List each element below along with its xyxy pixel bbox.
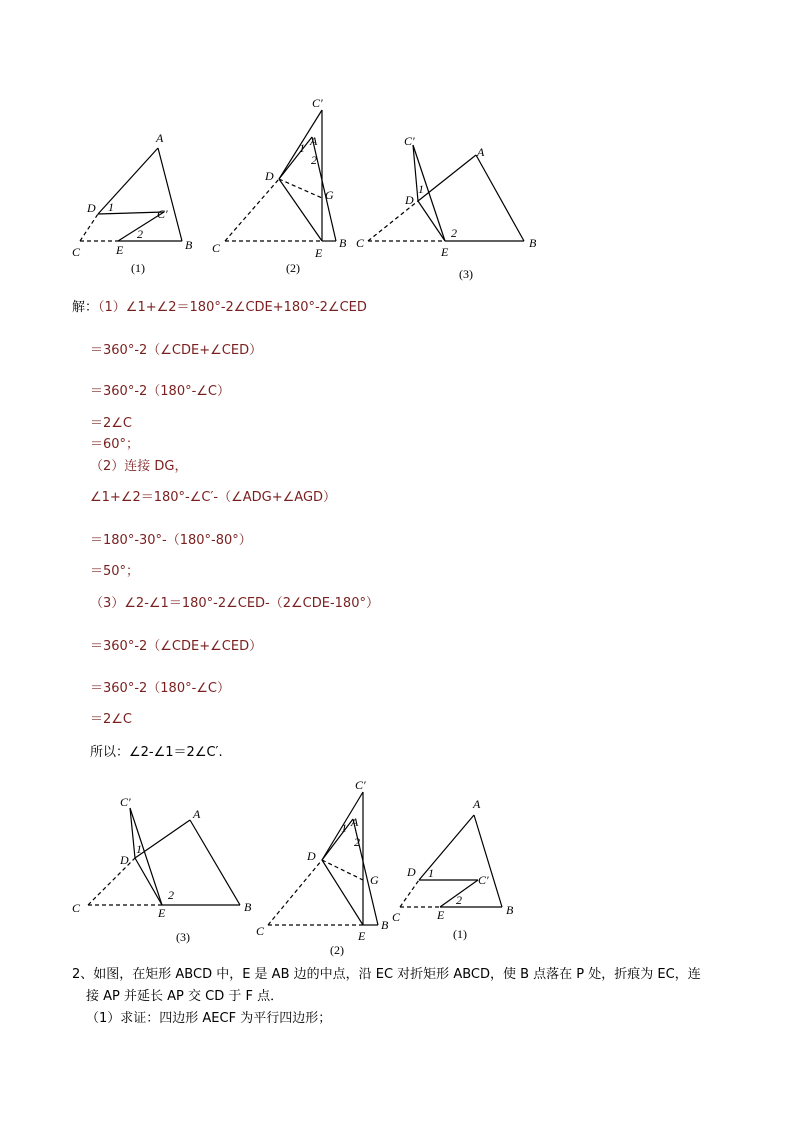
label-C: C xyxy=(212,241,221,255)
solution-conclusion: 所以：∠2-∠1＝2∠C′. xyxy=(90,745,223,760)
solution-line-11: ＝360°-2（∠CDE+∠CED） xyxy=(90,639,263,654)
label-D: D xyxy=(265,169,274,183)
solution-line-2: ＝360°-2（∠CDE+∠CED） xyxy=(90,343,263,358)
label-B: B xyxy=(339,236,347,250)
solution-line-3: ＝360°-2（180°-∠C） xyxy=(90,384,231,399)
label-D: D xyxy=(120,853,129,867)
solution-line-8: ＝180°-30°-（180°-80°） xyxy=(90,533,252,548)
solution-line-12: ＝360°-2（180°-∠C） xyxy=(90,681,231,696)
label-A: A xyxy=(473,797,481,811)
label-A: A xyxy=(193,807,201,821)
label-C-prime: C′ xyxy=(157,207,168,221)
solution-line-7: ∠1+∠2＝180°-∠C′-（∠ADG+∠AGD） xyxy=(90,490,337,505)
angle-1-label: 1 xyxy=(418,182,424,196)
label-E: E xyxy=(358,929,366,943)
label-G: G xyxy=(325,188,334,202)
label-A: A xyxy=(351,815,359,829)
angle-2-label: 2 xyxy=(456,893,462,907)
label-E: E xyxy=(315,246,323,260)
label-E: E xyxy=(437,908,445,922)
angle-1-label: 1 xyxy=(136,842,142,856)
bottom-figure-3 xyxy=(88,808,240,905)
figure-caption: (3) xyxy=(459,267,473,281)
label-G: G xyxy=(370,873,379,887)
bottom-figure-1 xyxy=(400,815,502,907)
solution-line-9: ＝50°； xyxy=(90,564,140,579)
solution-line-13: ＝2∠C xyxy=(90,712,133,727)
label-B: B xyxy=(185,238,193,252)
label-D: D xyxy=(405,193,414,207)
solution-line-4: ＝2∠C xyxy=(90,416,133,431)
figure-caption: (1) xyxy=(453,927,467,941)
bottom-figure-2 xyxy=(268,792,378,925)
solution-prefix: 解： xyxy=(72,300,99,315)
label-C-prime: C′ xyxy=(120,795,131,809)
solution-line-1 xyxy=(72,300,367,316)
label-C-prime: C′ xyxy=(404,134,415,148)
angle-2-label: 2 xyxy=(451,226,457,240)
label-B: B xyxy=(381,918,389,932)
label-E: E xyxy=(441,245,449,259)
label-D: D xyxy=(407,865,416,879)
solution-line-5: ＝60°； xyxy=(90,437,140,452)
label-C-prime: C′ xyxy=(355,778,366,792)
label-C: C xyxy=(72,245,81,259)
top-figure-3 xyxy=(368,145,524,241)
angle-1-label: 1 xyxy=(428,866,434,880)
angle-1-label: 1 xyxy=(108,200,114,214)
label-A: A xyxy=(477,145,485,159)
angle-2-label: 2 xyxy=(137,227,143,241)
label-E: E xyxy=(116,243,124,257)
angle-2-label: 2 xyxy=(168,888,174,902)
label-A: A xyxy=(310,134,318,148)
label-B: B xyxy=(506,903,514,917)
label-E: E xyxy=(158,906,166,920)
label-A: A xyxy=(156,131,164,145)
top-figure-2 xyxy=(225,110,336,241)
solution-text: （1）∠1+∠2＝180°-2∠CDE+180°-2∠CED xyxy=(98,300,367,315)
solution-line-10: （3）∠2-∠1＝180°-2∠CED-（2∠CDE-180°） xyxy=(90,596,379,611)
figure-caption: (3) xyxy=(176,930,190,944)
label-C: C xyxy=(356,236,365,250)
label-C: C xyxy=(256,924,265,938)
solution-line-6: （2）连接 DG， xyxy=(90,459,188,474)
label-C-prime: C′ xyxy=(312,96,323,110)
figure-caption: (2) xyxy=(286,261,300,275)
label-B: B xyxy=(244,900,252,914)
problem-2-line-2: 接 AP 并延长 AP 交 CD 于 F 点． xyxy=(86,989,284,1004)
angle-2-label: 2 xyxy=(311,153,317,167)
label-D: D xyxy=(307,849,316,863)
figure-caption: (2) xyxy=(330,943,344,957)
label-B: B xyxy=(529,236,537,250)
angle-2-label: 2 xyxy=(354,835,360,849)
problem-2-line-3: （1）求证：四边形 AECF 为平行四边形； xyxy=(86,1011,332,1026)
angle-1-label: 1 xyxy=(341,821,347,835)
label-C-prime: C′ xyxy=(478,873,489,887)
label-D: D xyxy=(87,201,96,215)
label-C: C xyxy=(72,901,81,915)
label-C: C xyxy=(392,910,401,924)
angle-1-label: 1 xyxy=(299,141,305,155)
figure-caption: (1) xyxy=(131,261,145,275)
problem-2-line-1: 2、如图，在矩形 ABCD 中，E 是 AB 边的中点，沿 EC 对折矩形 ABCD，使 B 点落在 P 处，折痕为 EC，连 xyxy=(72,967,701,982)
top-figure-1 xyxy=(80,148,182,241)
